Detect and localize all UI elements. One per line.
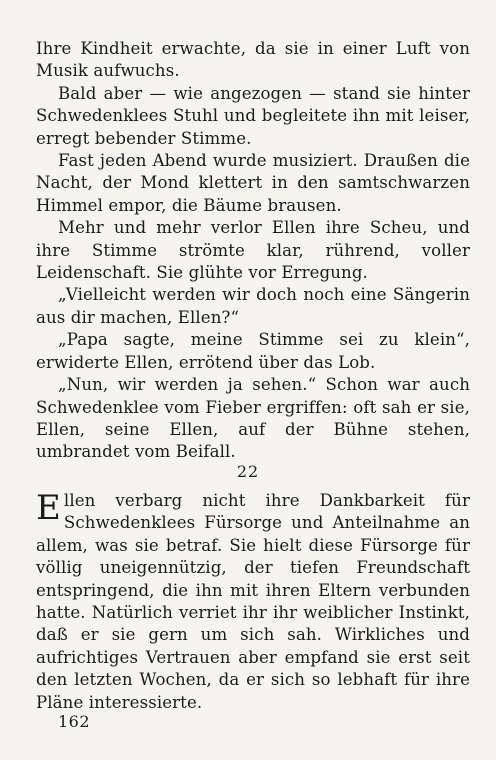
paragraph: Ihre Kindheit erwachte, da sie in einer Luft von Musik aufwuchs.: [36, 39, 470, 81]
drop-cap: E: [36, 488, 61, 528]
paragraph: „Vielleicht werden wir doch noch eine Sängerin aus dir machen, Ellen?“: [36, 285, 470, 327]
page-number: 162: [58, 712, 91, 731]
chapter-text-top: [36, 38, 470, 464]
section-paragraph-text: llen verbarg nicht ihre Dankbarkeit für Schwedenklees Fürsorge und Anteilnahme an allem, was sie betraf. Sie hielt diese Fürsorge für völlig uneigennützig, der tiefen Freundschaft entspringend, die ihn mit ihren Eltern verbunden hatte. Natürlich verriet ihr ihr weiblicher Instinkt, daß er sie gern um sich sah. Wirkliches und aufrichtiges Vertrauen aber empfand sie erst seit den letzten Wochen, da er sich so lebhaft für ihre Pläne interessierte.: [36, 491, 470, 712]
paragraph: Bald aber — wie angezogen — stand sie hinter Schwedenklees Stuhl und begleitete ihn mit leiser, erregt bebender Stimme.: [36, 83, 470, 148]
section-number: 22: [236, 462, 260, 481]
section-paragraph: [36, 490, 470, 714]
paragraph: „Nun, wir werden ja sehen.“ Schon war auch Schwedenklee vom Fieber ergriffen: oft sah er sie, Ellen, seine Ellen, auf der Bühne stehen, umbrandet vom Beifall.: [36, 375, 470, 462]
section-text: [36, 490, 470, 714]
paragraph: Mehr und mehr verlor Ellen ihre Scheu, und ihre Stimme strömte klar, rührend, voller Leidenschaft. Sie glühte vor Erregung.: [36, 218, 470, 283]
paragraph: „Papa sagte, meine Stimme sei zu klein“, erwiderte Ellen, errötend über das Lob.: [36, 330, 470, 372]
paragraph: Fast jeden Abend wurde musiziert. Draußen die Nacht, der Mond klettert in den samtschwarzen Himmel empor, die Bäume brausen.: [36, 151, 470, 215]
